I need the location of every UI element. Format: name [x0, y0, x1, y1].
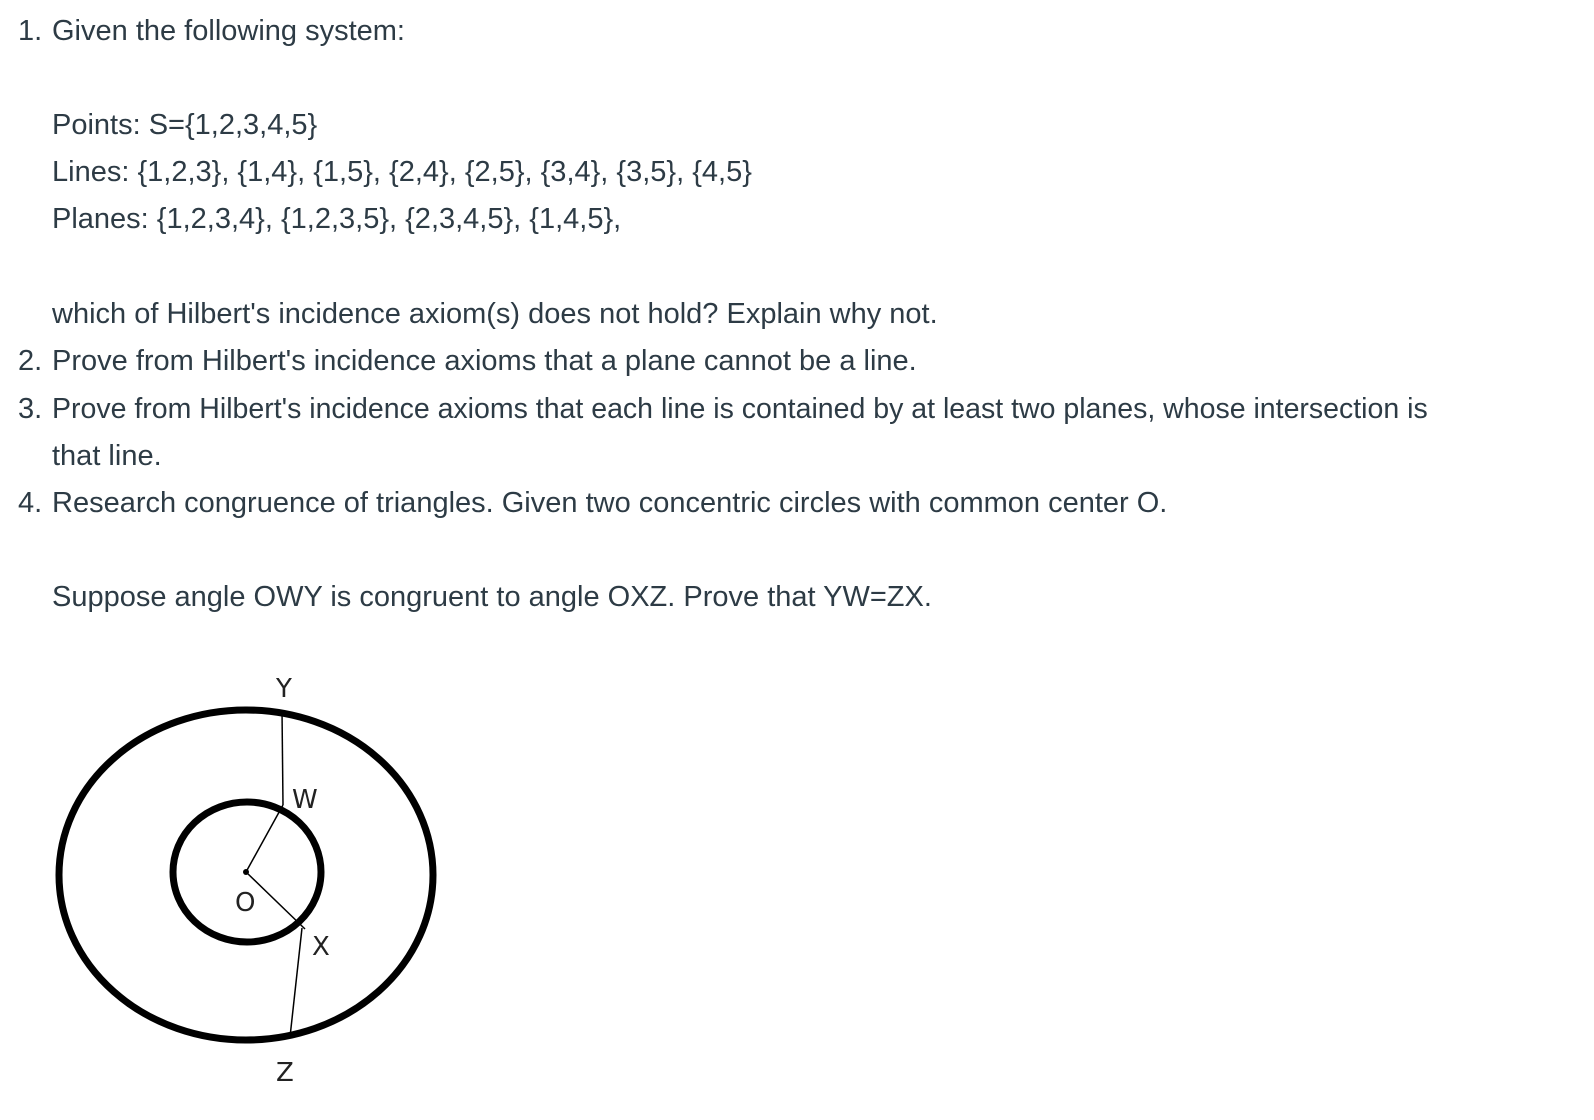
- q3-text-line2: that line.: [52, 440, 162, 472]
- label-w: W: [292, 785, 318, 815]
- q1-intro: Given the following system:: [52, 15, 405, 47]
- q4-suppose: Suppose angle OWY is congruent to angle OXZ. Prove that YW=ZX.: [52, 581, 932, 613]
- label-x: X: [312, 932, 330, 962]
- segment-xz: [290, 928, 302, 1037]
- label-y: Y: [276, 674, 292, 704]
- segment-ow: [246, 805, 283, 872]
- q1-question: which of Hilbert's incidence axiom(s) does not hold? Explain why not.: [52, 298, 938, 330]
- label-z: Z: [276, 1058, 294, 1088]
- q1-lines: Lines: {1,2,3}, {1,4}, {1,5}, {2,4}, {2,5}, {3,4}, {3,5}, {4,5}: [52, 156, 752, 188]
- q1-points: Points: S={1,2,3,4,5}: [52, 109, 318, 141]
- q3-text-line1: Prove from Hilbert's incidence axioms that each line is contained by at least two planes, whose intersection is: [52, 393, 1428, 425]
- q2-number: 2.: [18, 345, 43, 377]
- label-o: O: [235, 888, 256, 918]
- q4-text: Research congruence of triangles. Given two concentric circles with common center O.: [52, 487, 1168, 519]
- q2-text: Prove from Hilbert's incidence axioms that a plane cannot be a line.: [52, 345, 917, 377]
- q4-number: 4.: [18, 487, 43, 519]
- center-point: [243, 869, 249, 875]
- q1-number: 1.: [18, 15, 43, 47]
- q1-planes: Planes: {1,2,3,4}, {1,2,3,5}, {2,3,4,5}, {1,4,5},: [52, 203, 622, 235]
- concentric-circles-figure: [50, 665, 450, 1095]
- q3-number: 3.: [18, 393, 43, 425]
- segment-yw: [282, 710, 283, 805]
